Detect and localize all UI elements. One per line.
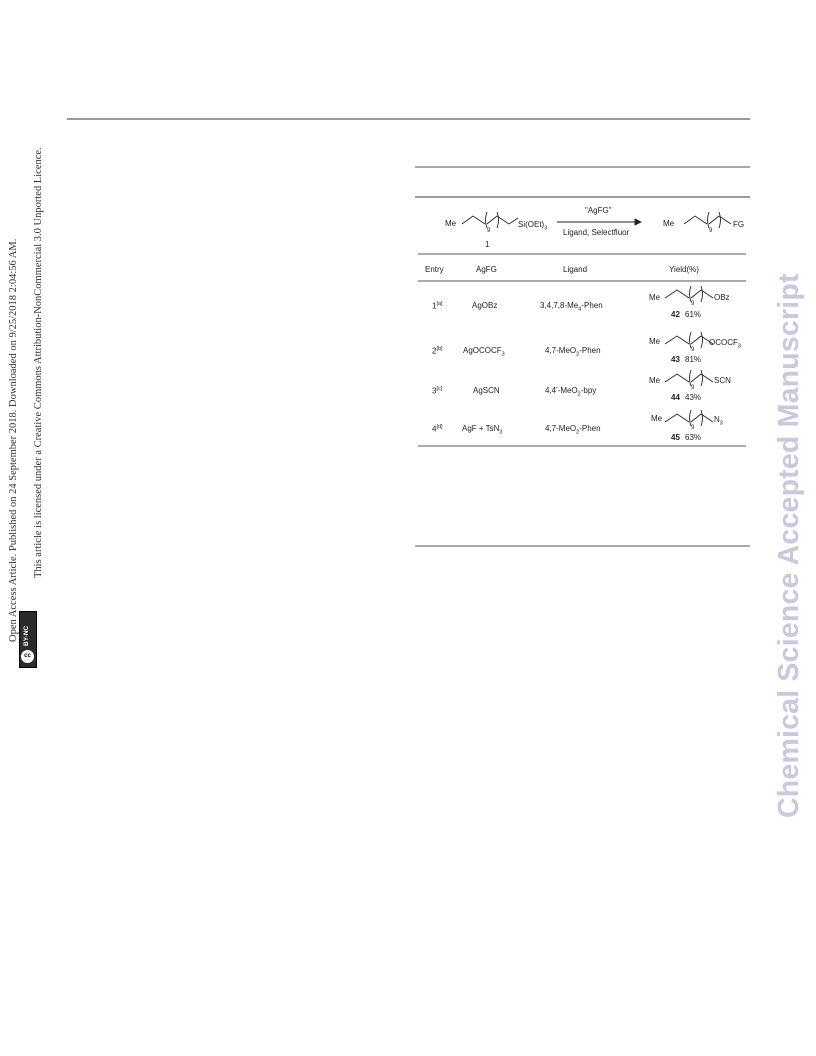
row4-entry: 4[d] xyxy=(432,424,443,434)
row1-group: OBz xyxy=(714,293,730,302)
header-agfg: AgFG xyxy=(476,265,497,274)
row4-agfg: AgF + TsN$_3$ xyxy=(462,424,503,436)
page-top-rule xyxy=(67,118,750,120)
cc-license-badge[interactable] xyxy=(19,611,37,668)
row4-yield: 63% xyxy=(685,433,702,442)
row2-compound: 43 xyxy=(671,355,680,364)
row4-group: $N_3$ xyxy=(714,415,723,427)
row4-chain xyxy=(665,410,713,426)
row3-repeat: 9 xyxy=(691,385,695,391)
row2-me: Me xyxy=(649,337,661,346)
row1-yield: 61% xyxy=(685,310,702,319)
row1-entry: 1[a] xyxy=(432,301,443,311)
product-structure xyxy=(684,212,731,228)
row3-chain xyxy=(665,370,713,386)
row3-compound: 44 xyxy=(671,393,680,402)
header-ligand: Ligand xyxy=(563,265,588,274)
product-me: Me xyxy=(663,219,675,228)
row3-agfg: AgSCN xyxy=(473,386,500,395)
substrate-group: $Si(OEt)_3$ xyxy=(518,220,548,232)
row4-repeat: 9 xyxy=(691,425,695,431)
row3-group: SCN xyxy=(714,376,731,385)
row4-ligand: 4,7-MeO$_2$-Phen xyxy=(545,424,601,436)
row4-compound: 45 xyxy=(671,433,680,442)
cc-badge-label: BY-NC xyxy=(23,625,30,646)
header-yield: Yield(%) xyxy=(669,265,699,274)
accepted-manuscript-watermark: Chemical Science Accepted Manuscript xyxy=(773,273,805,818)
reaction-scheme-table xyxy=(415,198,750,448)
row1-me: Me xyxy=(649,293,661,302)
publication-notice: Open Access Article. Published on 24 September 2018. Downloaded on 9/25/2018 2:04:56 AM. xyxy=(8,238,19,642)
substrate-repeat: 9 xyxy=(487,228,491,234)
row2-agfg: AgOCOCF$_3$ xyxy=(463,346,505,358)
row2-yield: 81% xyxy=(685,355,702,364)
reaction-arrow xyxy=(557,219,641,225)
row1-agfg: AgOBz xyxy=(472,301,498,310)
conditions-label: Ligand, Selectfluor xyxy=(563,228,630,237)
header-entry: Entry xyxy=(425,265,444,274)
row2-group: $OCOCF_3$ xyxy=(709,338,741,350)
license-sidebar xyxy=(0,0,48,1056)
row3-yield: 43% xyxy=(685,393,702,402)
row1-compound: 42 xyxy=(671,310,680,319)
row2-ligand: 4,7-MeO$_2$-Phen xyxy=(545,346,601,358)
substrate-structure xyxy=(462,212,518,228)
row1-repeat: 9 xyxy=(691,301,695,307)
row3-me: Me xyxy=(649,376,661,385)
row4-me: Me xyxy=(651,414,663,423)
product-repeat: 9 xyxy=(709,228,713,234)
row3-ligand: 4,4'-MeO$_2$-bpy xyxy=(545,386,597,398)
row2-entry: 2[b] xyxy=(432,346,443,356)
substrate-me: Me xyxy=(445,219,457,228)
row3-entry: 3[c] xyxy=(432,386,443,396)
product-fg: FG xyxy=(733,220,745,229)
cc-icon: cc xyxy=(21,650,34,663)
table-top-rule xyxy=(415,166,750,168)
row1-ligand: $3,4,7,8-Me_4$-Phen xyxy=(540,301,603,313)
table-bottom-rule xyxy=(415,545,750,547)
row1-chain xyxy=(665,286,713,302)
row2-chain xyxy=(665,332,713,348)
row2-repeat: 9 xyxy=(691,347,695,353)
substrate-number: 1 xyxy=(485,240,490,249)
reagent-label: "AgFG" xyxy=(585,206,612,215)
license-notice[interactable]: This article is licensed under a Creative Commons Attribution-NonCommercial 3.0 Unported Licence. xyxy=(33,147,44,578)
